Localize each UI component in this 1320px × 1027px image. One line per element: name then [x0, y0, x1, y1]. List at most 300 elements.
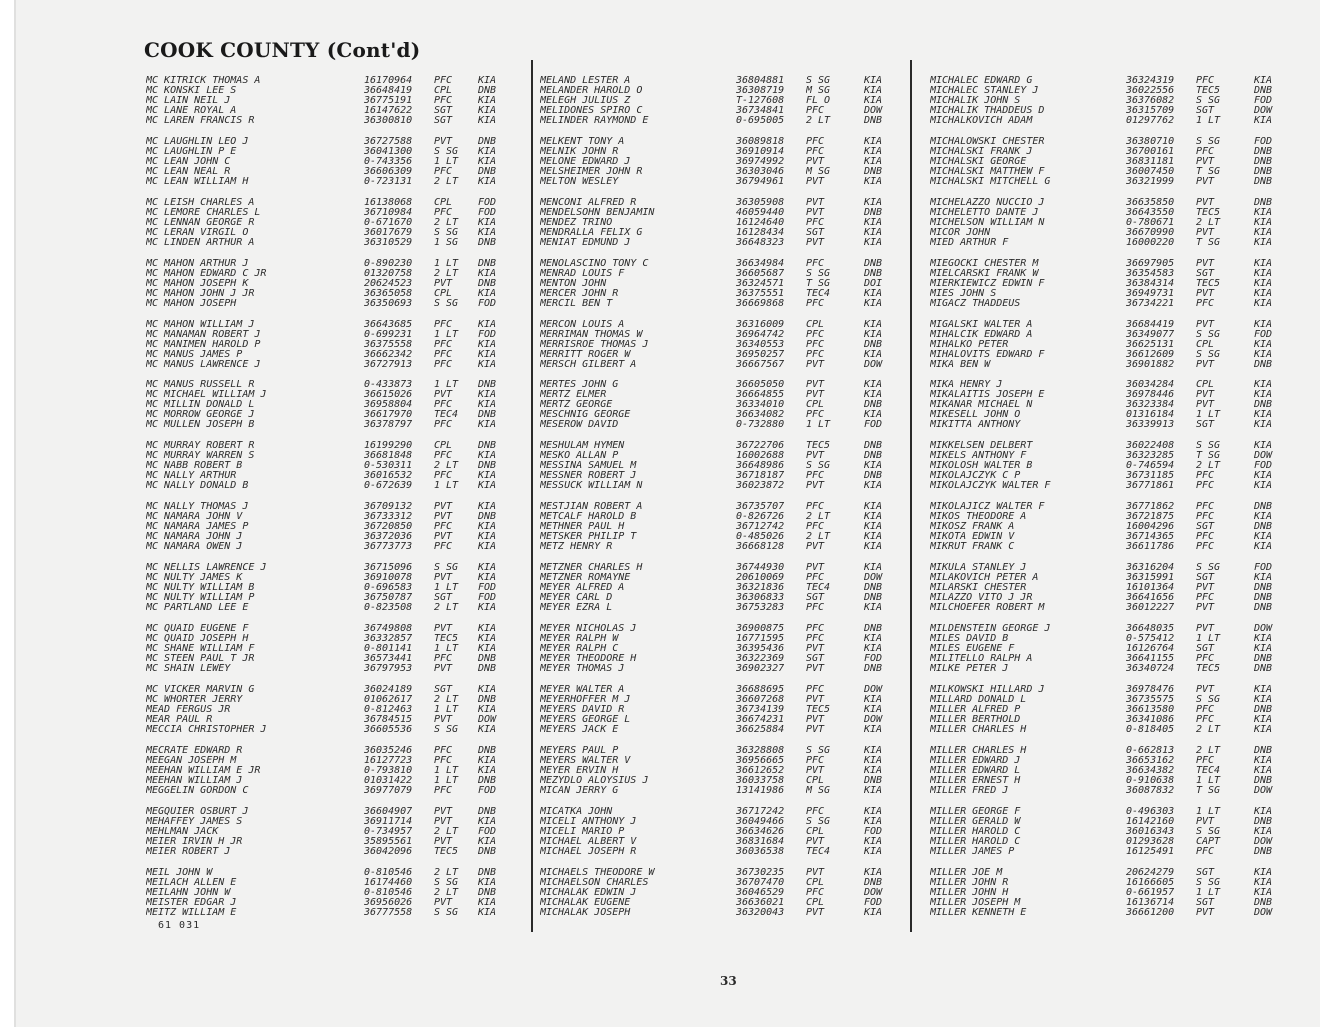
- entry-name: MENCONI ALFRED R: [540, 197, 637, 208]
- entry-group: [540, 198, 894, 248]
- entry-serial-number: 36722706: [736, 441, 785, 452]
- roster-entry: [540, 705, 894, 715]
- entry-group: [146, 320, 508, 370]
- entry-rank: PVT: [806, 390, 825, 401]
- entry-status: KIA: [864, 481, 883, 492]
- entry-rank: SGT: [1196, 268, 1215, 279]
- entry-status: KIA: [1254, 268, 1273, 279]
- entry-name: MEZYDLO ALOYSIUS J: [540, 775, 649, 786]
- entry-rank: 1 LT: [434, 380, 459, 391]
- entry-serial-number: 36607268: [736, 694, 785, 705]
- entry-group: [146, 868, 508, 918]
- entry-serial-number: 16125491: [1126, 846, 1175, 857]
- entry-serial-number: 36340724: [1126, 664, 1175, 675]
- entry-name: MEYER NICHOLAS J: [540, 624, 637, 635]
- entry-status: DNB: [1254, 197, 1273, 208]
- roster-entry: [146, 817, 508, 827]
- entry-serial-number: 36733312: [364, 512, 413, 523]
- entry-status: DOW: [864, 714, 883, 725]
- entry-serial-number: 0-485026: [736, 532, 785, 543]
- entry-name: MIGALSKI WALTER A: [930, 319, 1033, 330]
- roster-entry: [540, 766, 894, 776]
- entry-rank: PVT: [1196, 359, 1215, 370]
- entry-rank: CPL: [806, 877, 825, 888]
- roster-entry: [930, 766, 1284, 776]
- entry-name: MENIAT EDMUND J: [540, 237, 631, 248]
- entry-name: MILLER GEORGE F: [930, 806, 1021, 817]
- roster-entry: [146, 725, 508, 735]
- entry-name: MILLER JOSEPH M: [930, 897, 1021, 908]
- entry-rank: PFC: [434, 96, 453, 106]
- entry-name: MC LEAN JOHN C: [146, 156, 231, 167]
- entry-status: KIA: [1254, 349, 1273, 360]
- entry-rank: S SG: [434, 227, 459, 238]
- entry-serial-number: 16142160: [1126, 816, 1175, 827]
- entry-serial-number: 36901882: [1126, 359, 1175, 370]
- entry-serial-number: 36735707: [736, 502, 785, 513]
- entry-serial-number: 36315991: [1126, 573, 1175, 584]
- entry-name: MIEGOCKI CHESTER M: [930, 258, 1039, 269]
- entry-serial-number: 16004296: [1126, 522, 1175, 533]
- entry-serial-number: 0-801141: [364, 644, 413, 655]
- entry-status: DNB: [1254, 166, 1273, 177]
- entry-rank: PVT: [806, 867, 825, 878]
- entry-status: KIA: [1254, 237, 1273, 248]
- entry-status: DOW: [864, 359, 883, 370]
- entry-status: DNB: [864, 593, 883, 604]
- roster-entry: [930, 238, 1284, 248]
- entry-name: MICHELAZZO NUCCIO J: [930, 197, 1045, 208]
- roster-entry: [146, 410, 508, 420]
- entry-status: KIA: [478, 400, 497, 411]
- entry-rank: TEC5: [806, 441, 831, 452]
- entry-status: KIA: [1254, 471, 1273, 482]
- roster-entry: [540, 786, 894, 796]
- entry-status: KIA: [1254, 512, 1273, 523]
- entry-rank: T SG: [806, 278, 831, 289]
- entry-serial-number: 36611786: [1126, 542, 1175, 553]
- entry-serial-number: 36625131: [1126, 339, 1175, 350]
- entry-serial-number: 36316009: [736, 319, 785, 330]
- entry-name: MILDENSTEIN GEORGE J: [930, 624, 1051, 635]
- entry-serial-number: 36316204: [1126, 563, 1175, 574]
- entry-name: MESEROW DAVID: [540, 420, 619, 431]
- entry-serial-number: 36375551: [736, 288, 785, 299]
- entry-rank: PFC: [434, 471, 453, 482]
- roster-entry: [146, 360, 508, 370]
- entry-status: DNB: [864, 583, 883, 594]
- entry-group: [146, 198, 508, 248]
- entry-status: DNB: [1254, 86, 1273, 96]
- entry-serial-number: 36605050: [736, 380, 785, 391]
- entry-name: MELEGH JULIUS Z: [540, 96, 631, 106]
- entry-name: MELKENT TONY A: [540, 136, 625, 147]
- entry-name: MIELCARSKI FRANK W: [930, 268, 1039, 279]
- roster-entry: [146, 756, 508, 766]
- entry-status: KIA: [478, 836, 497, 847]
- entry-group: [930, 563, 1284, 613]
- roster-entry: [146, 471, 508, 481]
- entry-status: KIA: [864, 694, 883, 705]
- roster-entry: [930, 157, 1284, 167]
- entry-name: MILLER FRED J: [930, 785, 1009, 796]
- entry-serial-number: 0-575412: [1126, 634, 1175, 645]
- entry-status: KIA: [1254, 634, 1273, 645]
- entry-rank: S SG: [806, 76, 831, 86]
- entry-status: KIA: [478, 765, 497, 776]
- entry-serial-number: 36349077: [1126, 329, 1175, 340]
- entry-group: [540, 868, 894, 918]
- entry-group: [930, 868, 1284, 918]
- entry-serial-number: 36341086: [1126, 714, 1175, 725]
- entry-name: MICELI ANTHONY J: [540, 816, 637, 827]
- entry-serial-number: 36380710: [1126, 136, 1175, 147]
- roster-entry: [540, 208, 894, 218]
- entry-status: KIA: [864, 634, 883, 645]
- entry-serial-number: 36721875: [1126, 512, 1175, 523]
- entry-serial-number: 16002688: [736, 451, 785, 462]
- roster-entry: [540, 380, 894, 390]
- roster-entry: [146, 603, 508, 613]
- roster-entry: [930, 461, 1284, 471]
- entry-name: MESSNER ROBERT J: [540, 471, 637, 482]
- entry-serial-number: 36911714: [364, 816, 413, 827]
- roster-entry: [930, 350, 1284, 360]
- roster-entry: [540, 471, 894, 481]
- entry-status: KIA: [1254, 573, 1273, 584]
- entry-name: MICHALKOVICH ADAM: [930, 116, 1033, 126]
- entry-name: MERRISROE THOMAS J: [540, 339, 649, 350]
- roster-entry: [146, 400, 508, 410]
- roster-entry: [930, 654, 1284, 664]
- entry-status: DNB: [478, 86, 497, 96]
- entry-rank: S SG: [806, 461, 831, 472]
- entry-rank: PFC: [806, 573, 825, 584]
- entry-serial-number: 36049466: [736, 816, 785, 827]
- roster-entry: [930, 441, 1284, 451]
- entry-status: KIA: [478, 420, 497, 431]
- entry-serial-number: 36323384: [1126, 400, 1175, 411]
- entry-name: MEEHAN WILLIAM E JR: [146, 765, 261, 776]
- entry-serial-number: 16101364: [1126, 583, 1175, 594]
- entry-status: KIA: [478, 319, 497, 330]
- roster-entry: [930, 573, 1284, 583]
- entry-serial-number: 0-734957: [364, 826, 413, 837]
- entry-name: MICHELETTO DANTE J: [930, 207, 1039, 218]
- roster-entry: [146, 593, 508, 603]
- entry-rank: 1 LT: [434, 258, 459, 269]
- entry-status: KIA: [478, 897, 497, 908]
- entry-status: KIA: [1254, 724, 1273, 735]
- entry-serial-number: 36573441: [364, 654, 413, 665]
- entry-serial-number: 0-723131: [364, 176, 413, 187]
- roster-entry: [930, 106, 1284, 116]
- entry-serial-number: 16128434: [736, 227, 785, 238]
- roster-entry: [930, 360, 1284, 370]
- entry-status: KIA: [1254, 298, 1273, 309]
- entry-status: KIA: [864, 745, 883, 756]
- entry-rank: 1 LT: [434, 481, 459, 492]
- entry-serial-number: 36643550: [1126, 207, 1175, 218]
- entry-group: [930, 137, 1284, 187]
- entry-rank: PFC: [806, 603, 825, 614]
- entry-rank: PFC: [806, 329, 825, 340]
- entry-rank: S SG: [1196, 349, 1221, 360]
- entry-status: KIA: [864, 907, 883, 918]
- entry-status: FOD: [864, 420, 883, 431]
- roster-entry: [540, 634, 894, 644]
- entry-status: KIA: [478, 471, 497, 482]
- entry-name: MC MAHON JOHN J JR: [146, 288, 255, 299]
- entry-rank: 1 LT: [1196, 775, 1221, 786]
- entry-group: [146, 259, 508, 309]
- entry-status: DNB: [1254, 603, 1273, 614]
- entry-rank: PFC: [1196, 654, 1215, 665]
- entry-status: KIA: [1254, 644, 1273, 655]
- roster-entry: [930, 522, 1284, 532]
- roster-entry: [146, 289, 508, 299]
- roster-entry: [146, 208, 508, 218]
- entry-status: DNB: [864, 116, 883, 126]
- roster-entry: [146, 878, 508, 888]
- entry-status: DOW: [1254, 785, 1273, 796]
- entry-serial-number: 36753283: [736, 603, 785, 614]
- entry-rank: 1 LT: [434, 329, 459, 340]
- entry-serial-number: 36605536: [364, 724, 413, 735]
- roster-entry: [930, 756, 1284, 766]
- entry-status: DNB: [478, 461, 497, 472]
- roster-entry: [930, 695, 1284, 705]
- entry-name: MERCON LOUIS A: [540, 319, 625, 330]
- entry-rank: PFC: [1196, 846, 1215, 857]
- roster-entry: [146, 330, 508, 340]
- entry-rank: 2 LT: [434, 826, 459, 837]
- entry-status: DNB: [864, 258, 883, 269]
- roster-entry: [930, 137, 1284, 147]
- entry-serial-number: 36365058: [364, 288, 413, 299]
- entry-status: FOD: [478, 197, 497, 208]
- entry-status: DNB: [864, 451, 883, 462]
- entry-name: MC NULTY WILLIAM P: [146, 593, 255, 604]
- roster-entry: [930, 420, 1284, 430]
- entry-status: KIA: [478, 146, 497, 157]
- roster-entry: [930, 563, 1284, 573]
- entry-name: MICHALEC STANLEY J: [930, 86, 1039, 96]
- roster-entry: [146, 279, 508, 289]
- entry-rank: PFC: [1196, 512, 1215, 523]
- entry-status: FOD: [864, 826, 883, 837]
- entry-status: KIA: [864, 704, 883, 715]
- entry-status: DNB: [864, 775, 883, 786]
- entry-name: MICHALSKI MITCHELL G: [930, 176, 1051, 187]
- roster-entry: [540, 654, 894, 664]
- roster-entry: [540, 86, 894, 96]
- entry-rank: PFC: [434, 359, 453, 370]
- entry-name: MC NAMARA JOHN J: [146, 532, 243, 543]
- entry-name: MILITELLO RALPH A: [930, 654, 1033, 665]
- entry-rank: SGT: [806, 593, 825, 604]
- entry-name: MILLER JAMES P: [930, 846, 1015, 857]
- entry-rank: CPL: [434, 441, 453, 452]
- entry-serial-number: 0-826726: [736, 512, 785, 523]
- roster-entry: [146, 218, 508, 228]
- entry-serial-number: 36978446: [1126, 390, 1175, 401]
- entry-rank: S SG: [434, 877, 459, 888]
- entry-rank: PFC: [806, 217, 825, 228]
- entry-rank: SGT: [1196, 573, 1215, 584]
- entry-rank: T SG: [1196, 166, 1221, 177]
- entry-name: MEYERS GEORGE L: [540, 714, 631, 725]
- entry-group: [930, 685, 1284, 735]
- entry-rank: PVT: [806, 207, 825, 218]
- entry-name: METCALF HAROLD B: [540, 512, 637, 523]
- entry-name: MC LENNAN GEORGE R: [146, 217, 255, 228]
- entry-serial-number: 36648419: [364, 86, 413, 96]
- entry-serial-number: 36350693: [364, 298, 413, 309]
- entry-rank: 1 LT: [1196, 634, 1221, 645]
- roster-entry: [540, 542, 894, 552]
- entry-name: MC WHORTER JERRY: [146, 694, 243, 705]
- roster-entry: [930, 208, 1284, 218]
- entry-serial-number: 16174460: [364, 877, 413, 888]
- entry-group: [930, 441, 1284, 491]
- entry-status: KIA: [864, 755, 883, 766]
- entry-status: DNB: [1254, 583, 1273, 594]
- entry-serial-number: 0-910638: [1126, 775, 1175, 786]
- entry-serial-number: 36016343: [1126, 826, 1175, 837]
- entry-serial-number: 20610069: [736, 573, 785, 584]
- roster-entry: [540, 330, 894, 340]
- entry-name: MC LEAN NEAL R: [146, 166, 231, 177]
- entry-name: MC LERAN VIRGIL O: [146, 227, 249, 238]
- roster-entry: [146, 299, 508, 309]
- roster-entry: [930, 259, 1284, 269]
- entry-rank: CPL: [806, 400, 825, 411]
- entry-serial-number: 36669868: [736, 298, 785, 309]
- entry-name: MICHAELS THEODORE W: [540, 867, 655, 878]
- roster-entry: [146, 685, 508, 695]
- entry-name: MICOR JOHN: [930, 227, 991, 238]
- entry-name: MC MORROW GEORGE J: [146, 410, 255, 421]
- roster-entry: [930, 664, 1284, 674]
- roster-entry: [930, 807, 1284, 817]
- entry-name: MILLARD DONALD L: [930, 694, 1027, 705]
- roster-entry: [540, 198, 894, 208]
- entry-rank: 1 LT: [434, 156, 459, 167]
- entry-status: KIA: [1254, 542, 1273, 553]
- entry-name: MC NALLY ARTHUR: [146, 471, 237, 482]
- entry-name: MEYER CARL D: [540, 593, 613, 604]
- entry-status: DNB: [1254, 897, 1273, 908]
- entry-status: KIA: [864, 217, 883, 228]
- entry-rank: PVT: [806, 451, 825, 462]
- entry-status: KIA: [478, 76, 497, 86]
- entry-status: DNB: [478, 278, 497, 289]
- entry-rank: PVT: [1196, 176, 1215, 187]
- entry-status: KIA: [1254, 481, 1273, 492]
- entry-status: DNB: [478, 136, 497, 147]
- entry-name: MC MULLEN JOSEPH B: [146, 420, 255, 431]
- entry-status: DNB: [478, 664, 497, 675]
- entry-rank: PFC: [1196, 76, 1215, 86]
- entry-status: DNB: [478, 806, 497, 817]
- entry-serial-number: 36902327: [736, 664, 785, 675]
- entry-name: MEEGAN JOSEPH M: [146, 755, 237, 766]
- entry-name: MILLER CHARLES H: [930, 724, 1027, 735]
- entry-serial-number: 36727913: [364, 359, 413, 370]
- roster-entry: [930, 177, 1284, 187]
- entry-status: KIA: [864, 410, 883, 421]
- entry-name: MC MAHON EDWARD C JR: [146, 268, 267, 279]
- entry-serial-number: 36730235: [736, 867, 785, 878]
- entry-name: MC PARTLAND LEE E: [146, 603, 249, 614]
- roster-entry: [930, 390, 1284, 400]
- entry-status: KIA: [478, 481, 497, 492]
- entry-name: MC LAUGHLIN P E: [146, 146, 237, 157]
- entry-serial-number: 36634984: [736, 258, 785, 269]
- entry-group: [540, 441, 894, 491]
- entry-group: [146, 807, 508, 857]
- roster-entry: [540, 868, 894, 878]
- roster-entry: [540, 410, 894, 420]
- entry-status: DNB: [1254, 704, 1273, 715]
- entry-serial-number: 36340553: [736, 339, 785, 350]
- entry-name: MC MAHON ARTHUR J: [146, 258, 249, 269]
- entry-serial-number: 36321836: [736, 583, 785, 594]
- entry-name: MENRAD LOUIS F: [540, 268, 625, 279]
- roster-entry: [930, 624, 1284, 634]
- entry-name: MIKELS ANTHONY F: [930, 451, 1027, 462]
- roster-entry: [930, 330, 1284, 340]
- roster-entry: [930, 410, 1284, 420]
- entry-name: MERTZ GEORGE: [540, 400, 613, 411]
- entry-name: MILLER CHARLES H: [930, 745, 1027, 756]
- roster-entry: [540, 177, 894, 187]
- entry-name: MIKANAR MICHAEL N: [930, 400, 1033, 411]
- entry-status: DNB: [1254, 400, 1273, 411]
- roster-entry: [540, 522, 894, 532]
- entry-name: MEEHAN WILLIAM J: [146, 775, 243, 786]
- entry-serial-number: 36634082: [736, 410, 785, 421]
- entry-rank: PVT: [1196, 816, 1215, 827]
- roster-entry: [146, 542, 508, 552]
- entry-name: MILLER EDWARD J: [930, 755, 1021, 766]
- entry-status: FOD: [478, 583, 497, 594]
- entry-serial-number: 16000220: [1126, 237, 1175, 248]
- entry-group: [540, 380, 894, 430]
- entry-name: MILKE PETER J: [930, 664, 1009, 675]
- roster-entry: [930, 725, 1284, 735]
- entry-serial-number: 36712742: [736, 522, 785, 533]
- entry-serial-number: 36036538: [736, 846, 785, 857]
- entry-name: MILAZZO VITO J JR: [930, 593, 1033, 604]
- roster-entry: [930, 228, 1284, 238]
- roster-entry: [146, 76, 508, 86]
- entry-rank: 1 SG: [434, 237, 459, 248]
- entry-name: MESSINA SAMUEL M: [540, 461, 637, 472]
- entry-rank: PFC: [434, 349, 453, 360]
- entry-rank: CPL: [806, 775, 825, 786]
- entry-name: MERCER JOHN R: [540, 288, 619, 299]
- entry-status: DNB: [478, 512, 497, 523]
- entry-status: KIA: [478, 522, 497, 533]
- entry-name: MILLER KENNETH E: [930, 907, 1027, 918]
- entry-serial-number: 0-530311: [364, 461, 413, 472]
- entry-group: [930, 76, 1284, 126]
- entry-rank: PVT: [434, 806, 453, 817]
- entry-rank: 2 LT: [434, 694, 459, 705]
- entry-status: KIA: [478, 907, 497, 918]
